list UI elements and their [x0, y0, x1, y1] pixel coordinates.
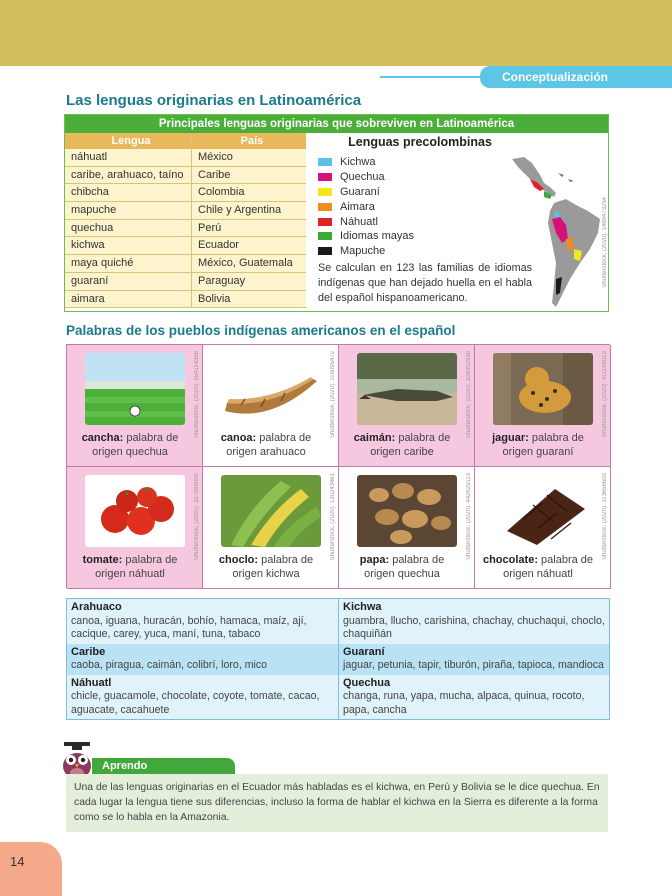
origin-words: canoa, iguana, huracán, bohío, hamaca, maíz, ají, cacique, carey, yuca, maní, tuna, tabaco	[71, 614, 307, 640]
image-credit: Shutterstock, (2020). 442629113	[466, 473, 472, 560]
origin-cell	[67, 644, 338, 675]
legend-label: Aimara	[340, 200, 375, 213]
image-credit: Shutterstock, (2020). 113656603	[602, 473, 608, 560]
languages-caption: Principales lenguas originarias que sobreviven en Latinoamérica	[65, 115, 608, 133]
languages-table	[65, 133, 306, 308]
origin-row	[67, 599, 609, 644]
origin-words: jaguar, petunia, tapir, tiburón, piraña, tapioca, mandioca	[343, 659, 604, 671]
word-term: chocolate:	[482, 554, 538, 566]
corn-image	[221, 475, 321, 547]
legend-item	[318, 155, 414, 170]
origin-heading: Quechua	[343, 676, 391, 689]
word-caption	[71, 431, 189, 459]
image-credit: Shutterstock, (2020). 327995000	[194, 473, 200, 561]
origin-cell	[338, 675, 609, 720]
lengua-cell: quechua	[65, 220, 192, 237]
lengua-cell: guaraní	[65, 273, 192, 290]
pais-cell: Colombia	[198, 186, 245, 199]
legend-item	[318, 229, 414, 244]
legend-label: Mapuche	[340, 245, 386, 258]
word-caption	[343, 553, 461, 581]
table-row	[65, 273, 306, 291]
word-origin: palabra de origen caribe	[370, 432, 451, 458]
word-caption	[71, 553, 189, 581]
legend-item	[318, 214, 414, 229]
soccer-field-image	[85, 353, 185, 425]
aprendo-text: Una de las lenguas originarias en el Ecuador más habladas es el kichwa, en Perú y Bolivia se le dice quechua. En cada lugar la lengua tiene sus diferencias, incluso la forma de hablar el kichwa en la Sierra es diferente a la forma como se lo habla en la Amazonia.	[66, 774, 608, 832]
word-caption	[343, 431, 461, 459]
word-caption	[207, 431, 325, 459]
precolombinas-title: Lenguas precolombinas	[348, 135, 492, 149]
aprendo-label: Aprendo	[92, 758, 235, 774]
word-origin: palabra de origen náhuatl	[95, 554, 178, 580]
canoe-image	[221, 353, 321, 425]
word-origin: palabra de origen arahuaco	[226, 432, 312, 458]
page-title: Las lenguas originarias en Latinoamérica	[66, 92, 362, 109]
origin-words: caoba, piragua, caimán, colibrí, loro, mico	[71, 659, 268, 671]
legend-label: Quechua	[340, 171, 385, 184]
word-origin: palabra de origen kichwa	[232, 554, 314, 580]
word-card-caiman	[339, 345, 475, 467]
table-row	[65, 291, 306, 309]
pais-cell: México, Guatemala	[198, 257, 293, 270]
lengua-cell: kichwa	[65, 237, 192, 254]
section-title: Palabras de los pueblos indígenas americanos en el español	[66, 323, 456, 338]
word-origin: palabra de origen quechua	[364, 554, 445, 580]
word-term: jaguar:	[492, 432, 529, 444]
table-row	[65, 167, 306, 185]
image-credit: Shutterstock, (2020). 116095472	[330, 351, 336, 438]
jaguar-image	[493, 353, 593, 425]
map-legend	[318, 155, 414, 259]
origin-cell	[338, 599, 609, 644]
legend-swatch	[318, 232, 332, 240]
pais-cell: Ecuador	[198, 239, 239, 252]
legend-item	[318, 244, 414, 259]
legend-item	[318, 185, 414, 200]
word-term: cancha:	[81, 432, 124, 444]
word-term: papa:	[359, 554, 390, 566]
origin-heading: Guaraní	[343, 645, 385, 658]
origin-cell	[67, 675, 338, 720]
origin-row	[67, 675, 609, 720]
image-credit: Shutterstock, (2020). 411168013	[602, 351, 608, 438]
pais-cell: México	[198, 151, 233, 163]
tomato-image	[85, 475, 185, 547]
word-card-cancha	[67, 345, 203, 467]
page-number: 14	[10, 854, 25, 869]
col-pais-header: País	[240, 135, 264, 147]
word-card-jaguar	[475, 345, 611, 467]
word-caption	[207, 553, 325, 581]
word-term: caimán:	[353, 432, 396, 444]
lengua-cell: caribe, arahuaco, taíno	[65, 167, 192, 184]
legend-swatch	[318, 247, 332, 255]
legend-swatch	[318, 218, 332, 226]
legend-label: Idiomas mayas	[340, 230, 414, 243]
origin-heading: Caribe	[71, 645, 106, 658]
pais-cell: Perú	[198, 221, 222, 234]
precolombinas-text: Se calculan en 123 las familias de idiomas indígenas que han dejado huella en el habla del español hispanoamericano.	[318, 262, 532, 304]
word-card-canoa	[203, 345, 339, 467]
word-term: choclo:	[218, 554, 259, 566]
origin-cell	[67, 599, 338, 644]
table-row	[65, 220, 306, 238]
legend-swatch	[318, 158, 332, 166]
origin-row	[67, 644, 609, 675]
word-card-papa	[339, 467, 475, 589]
table-row	[65, 202, 306, 220]
word-caption	[479, 553, 597, 581]
section-tab: Conceptualización	[480, 66, 672, 88]
origin-words: changa, runa, yapa, mucha, alpaca, quinua, rocoto, papa, cancha	[343, 690, 585, 716]
legend-label: Náhuatl	[340, 215, 378, 228]
word-term: canoa:	[220, 432, 257, 444]
languages-table-header	[65, 133, 306, 149]
lengua-cell: náhuatl	[65, 149, 192, 166]
table-row	[65, 184, 306, 202]
top-band	[0, 0, 672, 66]
origin-heading: Arahuaco	[71, 601, 122, 613]
origin-words: guambra, llucho, carishina, chachay, chuchaqui, choclo, chaquiñán	[343, 614, 605, 640]
word-origin: palabra de origen quechua	[92, 432, 179, 458]
potato-image	[357, 475, 457, 547]
legend-swatch	[318, 188, 332, 196]
page-corner	[0, 842, 62, 896]
word-card-choclo	[203, 467, 339, 589]
lengua-cell: maya quiché	[65, 255, 192, 272]
map-credit: Shutterstock, (2020). 1489473254	[602, 197, 608, 288]
pais-cell: Paraguay	[198, 274, 246, 287]
latin-america-map	[510, 153, 602, 309]
table-row	[65, 149, 306, 167]
precolombinas-panel	[310, 133, 608, 311]
languages-box	[64, 114, 609, 312]
caiman-image	[357, 353, 457, 425]
origin-heading: Náhuatl	[71, 676, 112, 689]
word-origin: palabra de origen guaraní	[502, 432, 584, 458]
table-row	[65, 255, 306, 273]
lengua-cell: mapuche	[65, 202, 192, 219]
image-credit: Shutterstock, (2020). 554114356	[194, 351, 200, 438]
legend-label: Guaraní	[340, 185, 380, 198]
origin-heading: Kichwa	[343, 601, 382, 613]
words-grid	[66, 344, 610, 588]
word-card-chocolate	[475, 467, 611, 589]
image-credit: Shutterstock, (2020). 108302936	[466, 351, 472, 439]
table-row	[65, 237, 306, 255]
col-lengua-header: Lengua	[65, 133, 192, 149]
legend-swatch	[318, 203, 332, 211]
pais-cell: Chile y Argentina	[198, 204, 282, 217]
lengua-cell: aimara	[65, 291, 192, 308]
word-term: tomate:	[82, 554, 123, 566]
word-caption	[479, 431, 597, 459]
word-card-tomate	[67, 467, 203, 589]
legend-item	[318, 170, 414, 185]
lengua-cell: chibcha	[65, 184, 192, 201]
image-credit: Shutterstock, (2020). 130243461	[330, 473, 336, 561]
word-origin: palabra de origen náhuatl	[503, 554, 594, 580]
pais-cell: Bolivia	[198, 292, 231, 305]
legend-swatch	[318, 173, 332, 181]
pais-cell: Caribe	[198, 168, 231, 181]
origin-cell	[338, 644, 609, 675]
origin-words: chicle, guacamole, chocolate, coyote, tomate, cacao, aguacate, cacahuete	[71, 690, 320, 716]
chocolate-image	[493, 475, 593, 547]
legend-label: Kichwa	[340, 156, 376, 169]
origin-table	[66, 598, 610, 720]
legend-item	[318, 199, 414, 214]
